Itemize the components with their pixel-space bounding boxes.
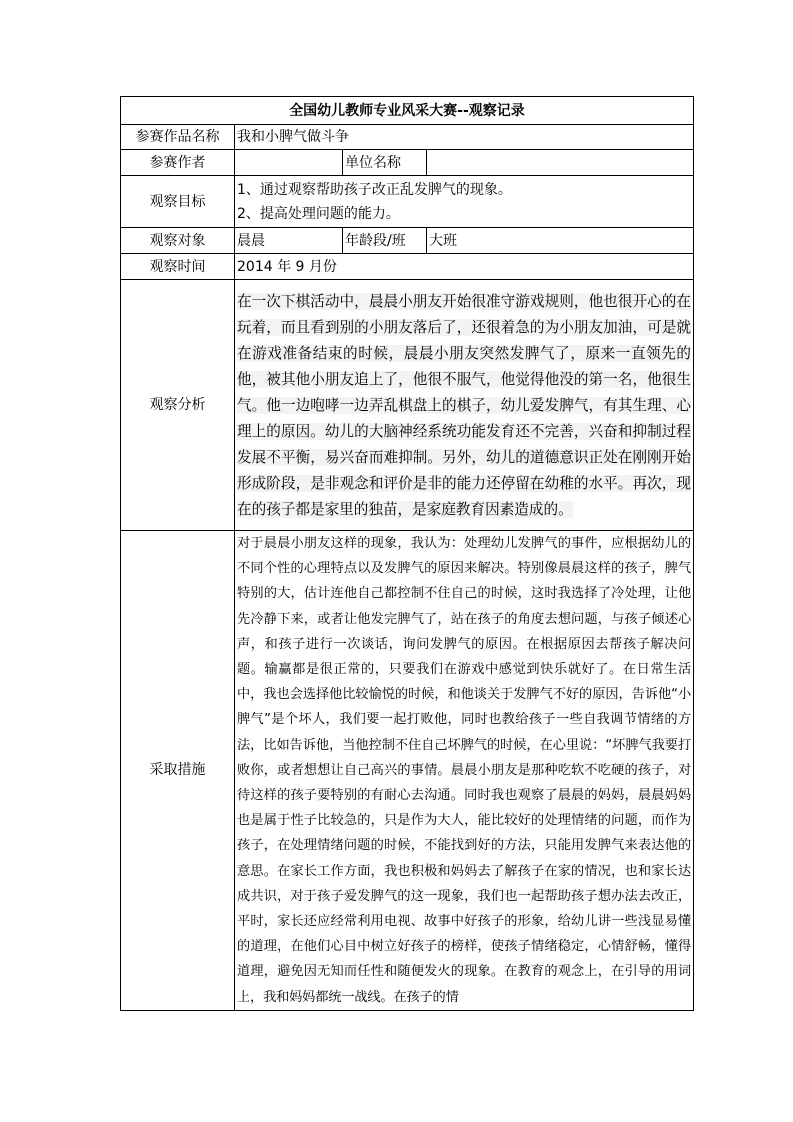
unit-value: [427, 150, 694, 176]
age-value: 大班: [427, 228, 694, 254]
age-label: 年龄段/班: [343, 228, 427, 254]
unit-label: 单位名称: [343, 150, 427, 176]
author-value: [235, 150, 343, 176]
observation-record-table: [120, 96, 694, 1011]
goal-line: 1、通过观察帮助孩子改正乱发脾气的现象。: [237, 181, 512, 198]
goal-content: [235, 176, 694, 228]
time-value: 2014 年 9 月份: [235, 254, 694, 280]
author-label: 参赛作者: [121, 150, 235, 176]
measures-content: [235, 531, 694, 1011]
goal-line: 2、提高处理问题的能力。: [237, 205, 400, 222]
analysis-text: 在一次下棋活动中，晨晨小朋友开始很准守游戏规则，他也很开心的在玩着，而且看到别的小朋友落后了，还很着急的为小朋友加油，可是就在游戏准备结束的时候，晨晨小朋友突然发脾气了，原来一直领先的他，被其他小朋友追上了，他很不服气，他觉得他没的第一名，他很生气。他一边咆哮一边弄乱棋盘上的棋子，幼儿爱发脾气，有其生理、心理上的原因。幼儿的大脑神经系统功能发育还不完善，兴奋和抑制过程发展不平衡，易兴奋而难抑制。另外，幼儿的道德意识正处在刚刚开始形成阶段，是非观念和评价是非的能力还停留在幼稚的水平。再次，现在的孩子都是家里的独苗，是家庭教育因素造成的。: [237, 292, 691, 518]
measures-label: 采取措施: [121, 531, 235, 1011]
form-title: 全国幼儿教师专业风采大赛--观察记录: [121, 97, 694, 125]
entry-name-value: 我和小脾气做斗争: [235, 125, 694, 150]
analysis-label: 观察分析: [121, 280, 235, 531]
subject-label: 观察对象: [121, 228, 235, 254]
subject-value: 晨晨: [235, 228, 343, 254]
measures-text: 对于晨晨小朋友这样的现象，我认为：处理幼儿发脾气的事件，应根据幼儿的不同个性的心理特点以及发脾气的原因来解决。特别像晨晨这样的孩子，脾气特别的大，估计连他自己都控制不住自己的时候，这时我选择了冷处理，让他先冷静下来，或者让他发完脾气了，站在孩子的角度去想问题，与孩子倾述心声，和孩子进行一次谈话，询问发脾气的原因。在根据原因去帮孩子解决问题。输赢都是很正常的，只要我们在游戏中感觉到快乐就好了。在日常生活中，我也会选择他比较愉悦的时候，和他谈关于发脾气不好的原因，告诉他“小脾气”是个坏人，我们要一起打败他，同时也教给孩子一些自我调节情绪的方法，比如告诉他，当他控制不住自己坏脾气的时候，在心里说：“坏脾气我要打败你，或者想想让自己高兴的事情。晨晨小朋友是那种吃软不吃硬的孩子，对待这样的孩子要特别的有耐心去沟通。同时我也观察了晨晨的妈妈，晨晨妈妈也是属于性子比较急的，只是作为大人，能比较好的处理情绪的问题，而作为孩子，在处理情绪问题的时候，不能找到好的方法，只能用发脾气来表达他的意思。在家长工作方面，我也积极和妈妈去了解孩子在家的情况，也和家长达成共识，对于孩子爱发脾气的这一现象，我们也一起帮助孩子想办法去改正，平时，家长还应经常利用电视、故事中好孩子的形象，给幼儿讲一些浅显易懂的道理，在他们心目中树立好孩子的榜样，使孩子情绪稳定，心情舒畅，懂得道理，避免因无知而任性和随便发火的现象。在教育的观念上，在引导的用词上，我和妈妈都统一战线。在孩子的情: [237, 536, 691, 1005]
analysis-content: [235, 280, 694, 531]
entry-name-label: 参赛作品名称: [121, 125, 235, 150]
analysis-paragraph: [237, 289, 691, 523]
goal-label: 观察目标: [121, 176, 235, 228]
time-label: 观察时间: [121, 254, 235, 280]
